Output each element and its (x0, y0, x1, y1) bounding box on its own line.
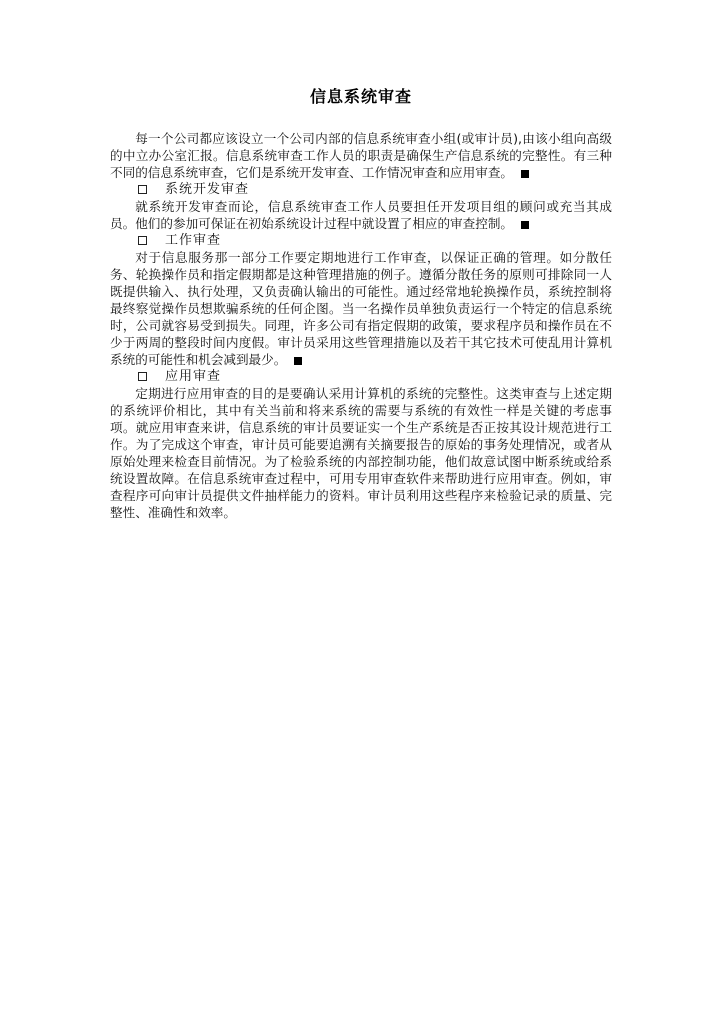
section-body-text: 就系统开发审查而论，信息系统审查工作人员要担任开发项目组的顾问或充当其成员。他们的参加可保证在初始系统设计过程中就设置了相应的审查控制。 (110, 199, 612, 231)
section-heading-system-development (110, 181, 612, 198)
section-heading-label: 系统开发审查 (165, 182, 250, 197)
checkbox-icon (138, 372, 147, 381)
section-body-work-review (110, 249, 612, 368)
section-heading-label: 应用审查 (165, 369, 222, 384)
section-heading-work-review (110, 232, 612, 249)
end-mark-icon (294, 357, 302, 365)
document-title: 信息系统审查 (309, 87, 412, 106)
section-body-application-review (110, 385, 612, 521)
checkbox-icon (138, 185, 147, 194)
end-mark-icon (521, 170, 529, 178)
intro-text: 每一个公司都应该设立一个公司内部的信息系统审查小组(或审计员),由该小组向高级的中立办公室汇报。信息系统审查工作人员的职责是确保生产信息系统的完整性。有三种不同的信息系统审查，它们是系统开发审查、工作情况审查和应用审查。 (110, 131, 612, 180)
document-page (110, 86, 612, 521)
checkbox-icon (138, 236, 147, 245)
section-heading-label: 工作审查 (165, 233, 222, 248)
section-heading-application-review (110, 368, 612, 385)
section-body-system-development (110, 198, 612, 232)
section-body-text: 定期进行应用审查的目的是要确认采用计算机的系统的完整性。这类审查与上述定期的系统评价相比，其中有关当前和将来系统的需要与系统的有效性一样是关键的考虑事项。就应用审查来讲，信息系统的审计员要证实一个生产系统是否正按其设计规范进行工作。为了完成这个审查，审计员可能要追溯有关摘要报告的原始的事务处理情况，或者从原始处理来检查目前情况。为了检验系统的内部控制功能，他们故意试图中断系统或给系统设置故障。在信息系统审查过程中，可用专用审查软件来帮助进行应用审查。例如，审查程序可向审计员提供文件抽样能力的资料。审计员利用这些程序来检验记录的质量、完整性、准确性和效率。 (110, 386, 612, 520)
section-body-text: 对于信息服务那一部分工作要定期地进行工作审查，以保证正确的管理。如分散任务、轮换操作员和指定假期都是这种管理措施的例子。遵循分散任务的原则可排除同一人既提供输入、执行处理，又负责确认输出的可能性。通过经常地轮换操作员，系统控制将最终察觉操作员想欺骗系统的任何企图。当一名操作员单独负责运行一个特定的信息系统时，公司就容易受到损失。同理，许多公司有指定假期的政策，要求程序员和操作员在不少于两周的整段时间内度假。审计员采用这些管理措施以及若干其它技术可使乱用计算机系统的可能性和机会减到最少。 (110, 250, 612, 367)
end-mark-icon (521, 221, 529, 229)
intro-paragraph (110, 130, 612, 181)
